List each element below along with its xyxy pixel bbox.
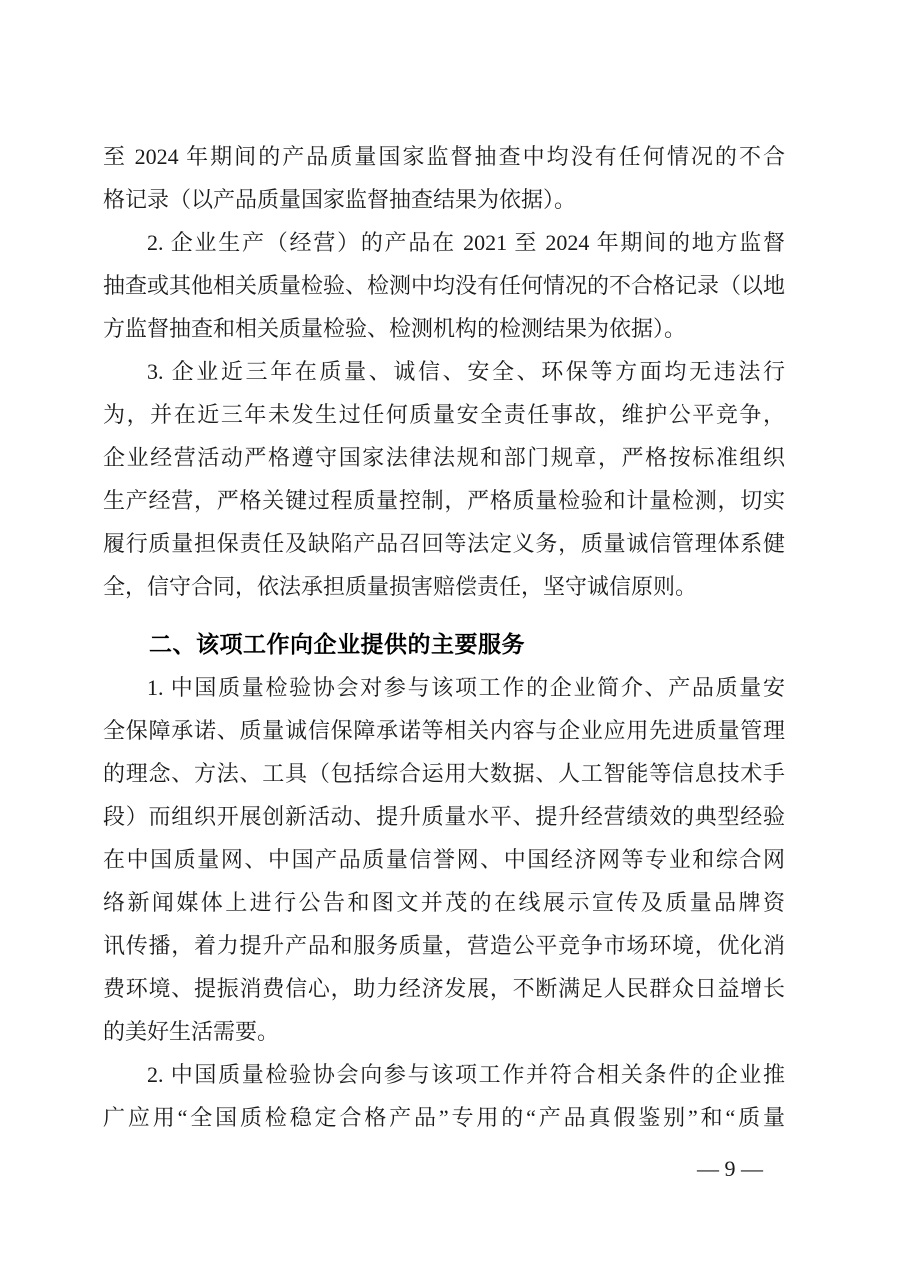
text-line: 全，信守合同，依法承担质量损害赔偿责任，坚守诚信原则。	[103, 574, 698, 599]
text-line: 费环境、提振消费信心，助力经济发展，不断满足人民群众日益增长	[103, 976, 785, 1001]
text-content	[103, 135, 785, 1184]
text-line: 全保障承诺、质量诚信保障承诺等相关内容与企业应用先进质量管理	[103, 718, 785, 743]
text-line: 至 2024 年期间的产品质量国家监督抽查中均没有任何情况的不合	[103, 144, 785, 169]
text-line: 1. 中国质量检验协会对参与该项工作的企业简介、产品质量安	[147, 675, 785, 700]
text-line: 广应用“全国质检稳定合格产品”专用的“产品真假鉴别”和“质量	[103, 1105, 785, 1130]
text-line: 段）而组织开展创新活动、提升质量水平、提升经营绩效的典型经验	[103, 804, 785, 829]
text-line: 格记录（以产品质量国家监督抽查结果为依据）。	[103, 187, 577, 212]
text-line: 讯传播，着力提升产品和服务质量，营造公平竞争市场环境，优化消	[103, 933, 785, 958]
text-line: 在中国质量网、中国产品质量信誉网、中国经济网等专业和综合网	[103, 847, 785, 872]
text-line: 企业经营活动严格遵守国家法律法规和部门规章，严格按标准组织	[103, 445, 785, 470]
text-line: 络新闻媒体上进行公告和图文并茂的在线展示宣传及质量品牌资	[103, 890, 785, 915]
text-line: 的理念、方法、工具（包括综合运用大数据、人工智能等信息技术手	[103, 761, 785, 786]
text-line: 3. 企业近三年在质量、诚信、安全、环保等方面均无违法行	[147, 359, 785, 384]
text-line: 抽查或其他相关质量检验、检测中均没有任何情况的不合格记录（以地	[103, 273, 786, 298]
text-line: 生产经营，严格关键过程质量控制，严格质量检验和计量检测，切实	[103, 488, 785, 513]
text-line: 2. 中国质量检验协会向参与该项工作并符合相关条件的企业推	[147, 1062, 785, 1087]
text-line: 履行质量担保责任及缺陷产品召回等法定义务，质量诚信管理体系健	[103, 531, 785, 556]
text-line: 方监督抽查和相关质量检验、检测机构的检测结果为依据）。	[103, 316, 687, 341]
text-line: 的美好生活需要。	[103, 1019, 280, 1044]
text-line: 为，并在近三年未发生过任何质量安全责任事故，维护公平竞争，	[103, 402, 785, 427]
page-number: — 9 —	[697, 1156, 763, 1181]
section-heading: 二、该项工作向企业提供的主要服务	[149, 631, 525, 657]
text-line: 2. 企业生产（经营）的产品在 2021 至 2024 年期间的地方监督	[147, 230, 785, 255]
